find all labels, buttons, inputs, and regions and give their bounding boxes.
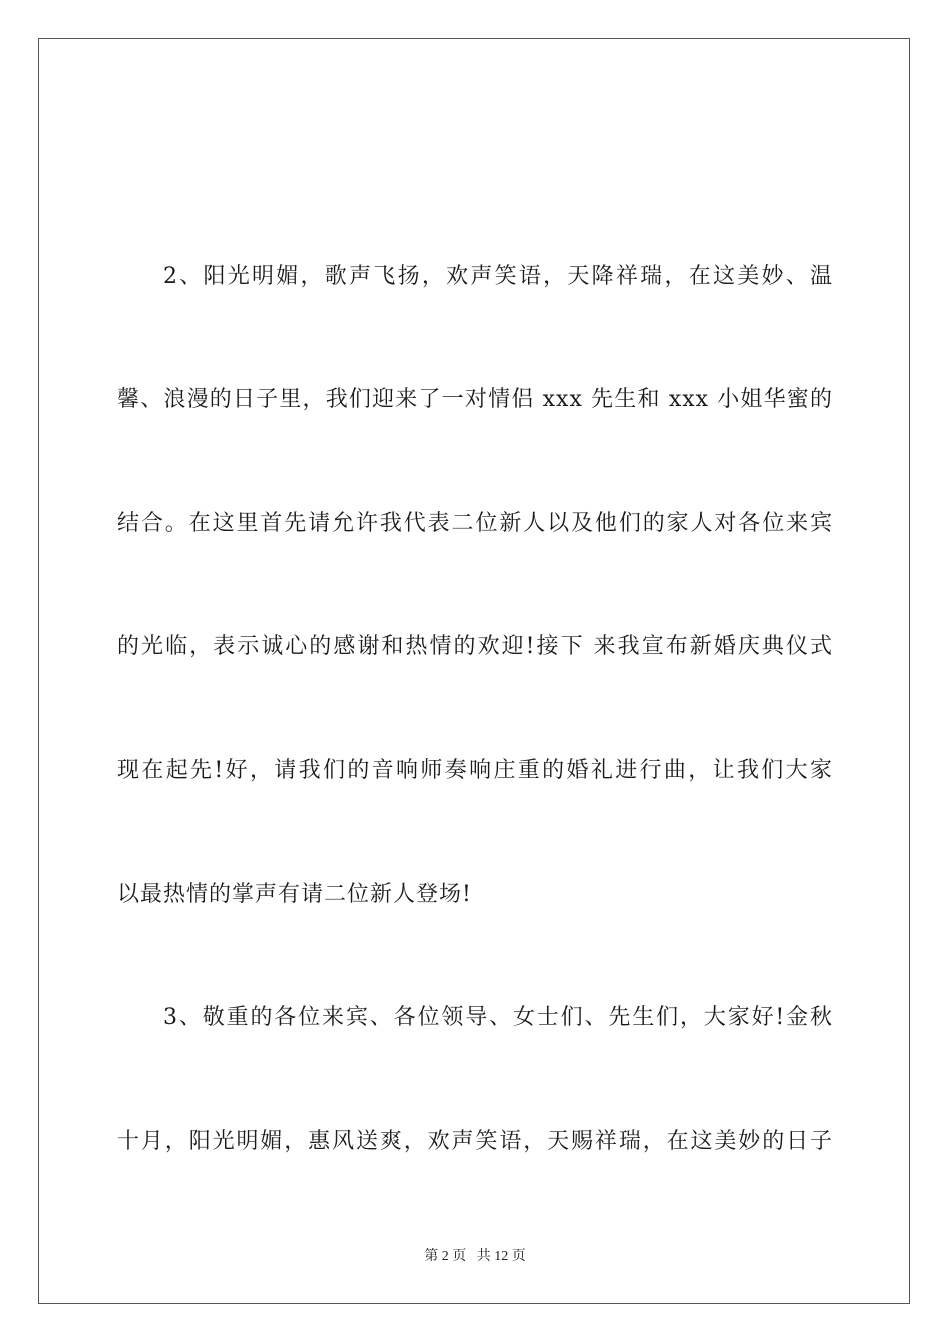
page-total: 共 12 页 [476, 1249, 526, 1264]
paragraph-2-line-3: 结合。在这里首先请允许我代表二位新人以及他们的家人对各位来宾 [117, 511, 833, 536]
paragraph-2-line-4: 的光临，表示诚心的感谢和热情的欢迎!接下 来我宣布新婚庆典仪式 [117, 634, 833, 659]
page-footer [0, 1248, 950, 1266]
paragraph-2-line-5: 现在起先!好，请我们的音响师奏响庄重的婚礼进行曲，让我们大家 [117, 758, 833, 783]
paragraph-2-line-2: 馨、浪漫的日子里，我们迎来了一对情侣 xxx 先生和 xxx 小姐华蜜的 [117, 387, 833, 412]
page-number: 第 2 页 [424, 1249, 467, 1264]
paragraph-2-line-6: 以最热情的掌声有请二位新人登场! [117, 882, 472, 907]
paragraph-3-line-1: 3、敬重的各位来宾、各位领导、女士们、先生们，大家好!金秋 [163, 1005, 833, 1030]
paragraph-3-line-2: 十月，阳光明媚，惠风送爽，欢声笑语，天赐祥瑞，在这美妙的日子 [117, 1129, 833, 1154]
paragraph-2-line-1: 2、阳光明媚，歌声飞扬，欢声笑语，天降祥瑞，在这美妙、温 [163, 264, 833, 289]
page-border [38, 38, 910, 1304]
